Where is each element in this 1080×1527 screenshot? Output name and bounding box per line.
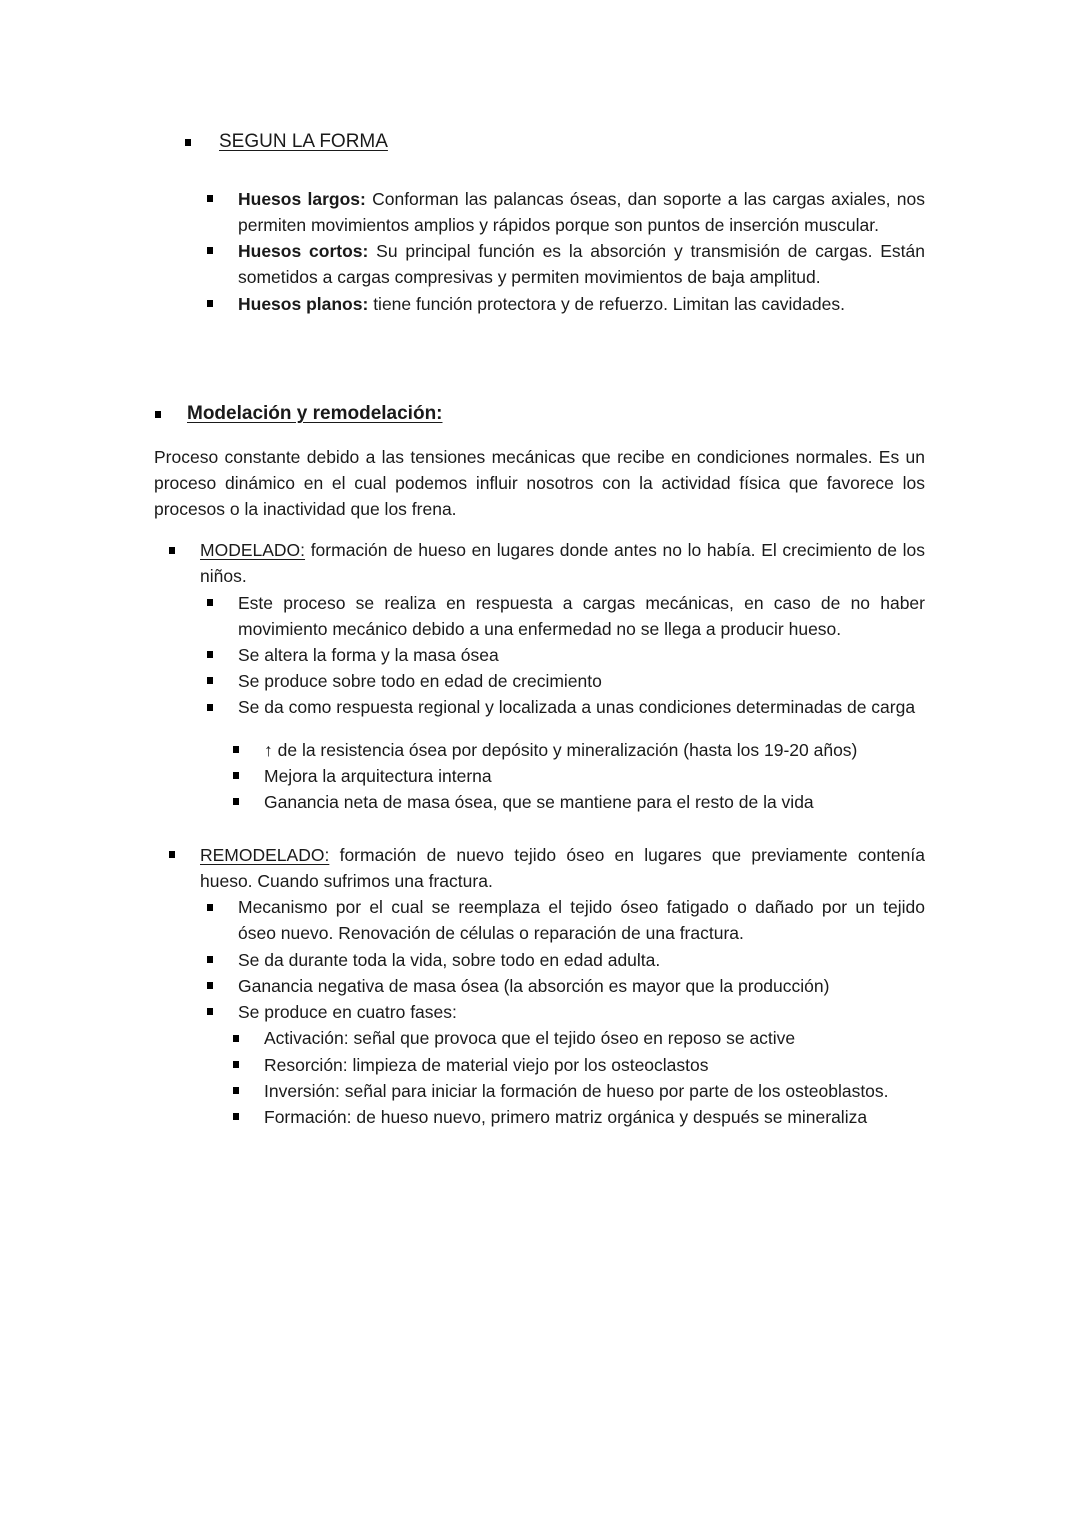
bullet-icon <box>207 195 213 202</box>
modelado-item: MODELADO: formación de hueso en lugares donde antes no lo había. El crecimiento de los <box>200 540 925 560</box>
paragraph-line: procesos o la inactividad que los frena. <box>154 499 457 519</box>
list-item: Se produce sobre todo en edad de crecimiento <box>238 671 602 691</box>
bullet-icon <box>233 1035 239 1042</box>
list-item: Se da como respuesta regional y localizada a unas condiciones determinadas de carga <box>238 697 916 717</box>
list-item: Huesos cortos: Su principal función es la absorción y transmisión de cargas. Están <box>238 241 926 261</box>
term: Huesos planos: <box>238 294 369 314</box>
term: Huesos largos: <box>238 189 366 209</box>
remodelado-item: REMODELADO: formación de nuevo tejido óseo en lugares que previamente contenía <box>200 845 925 865</box>
list-item: Se altera la forma y la masa ósea <box>238 645 499 665</box>
bullet-icon <box>233 1113 239 1120</box>
bullet-icon <box>233 746 239 753</box>
bullet-icon <box>155 411 161 418</box>
bullet-icon <box>207 300 213 307</box>
bullet-icon <box>207 704 213 711</box>
bullet-icon <box>233 772 239 779</box>
bullet-icon <box>207 956 213 963</box>
bullet-icon <box>207 599 213 606</box>
list-item: Formación: de hueso nuevo, primero matriz orgánica y después se mineraliza <box>264 1107 868 1127</box>
bullet-icon <box>207 677 213 684</box>
section-heading-modelacion: Modelación y remodelación: <box>187 403 443 424</box>
bullet-icon <box>207 904 213 911</box>
list-item: Mejora la arquitectura interna <box>264 766 492 786</box>
bullet-icon <box>233 1061 239 1068</box>
bullet-icon <box>207 651 213 658</box>
bullet-icon <box>207 247 213 254</box>
section-heading-forma: SEGUN LA FORMA <box>219 131 388 152</box>
list-item: Este proceso se realiza en respuesta a cargas mecánicas, en caso de no haber <box>238 593 925 613</box>
list-item: Activación: señal que provoca que el tejido óseo en reposo se active <box>264 1028 796 1048</box>
bullet-icon <box>233 1087 239 1094</box>
bullet-icon <box>207 1008 213 1015</box>
list-item: Huesos planos: tiene función protectora y de refuerzo. Limitan las cavidades. <box>238 294 845 314</box>
list-item: Se da durante toda la vida, sobre todo en edad adulta. <box>238 950 661 970</box>
list-item: Huesos largos: Conforman las palancas óseas, dan soporte a las cargas axiales, nos <box>238 189 925 209</box>
list-item-cont: sometidos a cargas compresivas y permiten movimientos de baja amplitud. <box>238 267 821 287</box>
bullet-icon <box>233 798 239 805</box>
list-item-cont: óseo nuevo. Renovación de células o reparación de una fractura. <box>238 923 744 943</box>
term: Huesos cortos: <box>238 241 369 261</box>
list-item-cont: hueso. Cuando sufrimos una fractura. <box>200 871 493 891</box>
list-item: Resorción: limpieza de material viejo por los osteoclastos <box>264 1055 709 1075</box>
bullet-icon <box>185 139 191 146</box>
paragraph-line: Proceso constante debido a las tensiones mecánicas que recibe en condiciones normales. Es un <box>154 447 925 467</box>
remodelado-label: REMODELADO: <box>200 845 330 865</box>
list-item: Ganancia negativa de masa ósea (la absorción es mayor que la producción) <box>238 976 830 996</box>
list-item-cont: movimiento mecánico debido a una enfermedad no se llega a producir hueso. <box>238 619 842 639</box>
list-item: Ganancia neta de masa ósea, que se mantiene para el resto de la vida <box>264 792 814 812</box>
list-item-cont: niños. <box>200 566 247 586</box>
modelado-label: MODELADO: <box>200 540 306 560</box>
paragraph-line: proceso dinámico en el cual podemos influir nosotros con la actividad física que favorece los <box>154 473 925 493</box>
bullet-icon <box>169 547 175 554</box>
list-item-cont: permiten movimientos amplios y rápidos porque son puntos de inserción muscular. <box>238 215 880 235</box>
list-item: Inversión: señal para iniciar la formación de hueso por parte de los osteoblastos. <box>264 1081 889 1101</box>
bullet-icon <box>169 851 175 858</box>
bullet-icon <box>207 982 213 989</box>
list-item: Se produce en cuatro fases: <box>238 1002 457 1022</box>
list-item: Mecanismo por el cual se reemplaza el tejido óseo fatigado o dañado por un tejido <box>238 897 925 917</box>
list-item: ↑ de la resistencia ósea por depósito y mineralización (hasta los 19-20 años) <box>264 740 858 760</box>
